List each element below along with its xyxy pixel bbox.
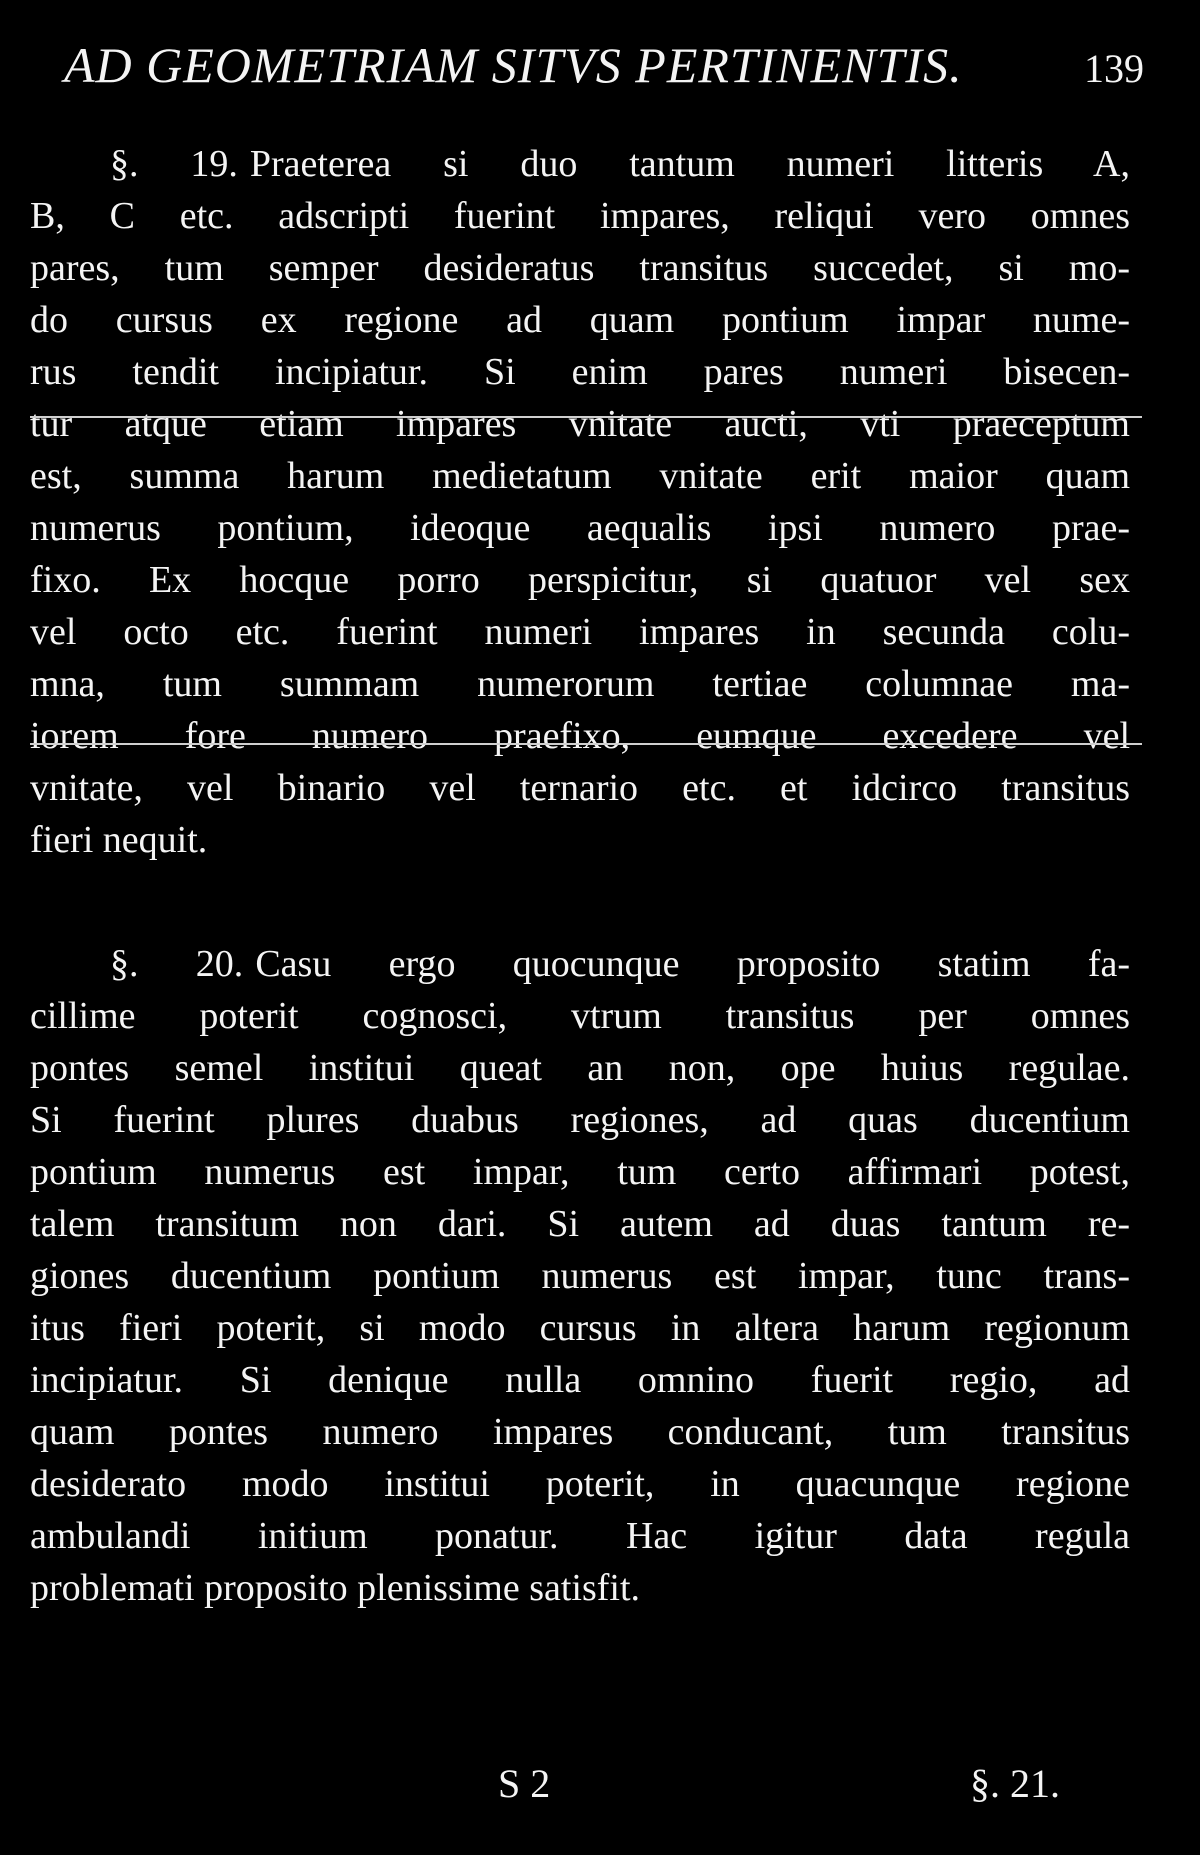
text-line-content: Praeterea si duo tantum numeri litteris A, xyxy=(249,143,1130,185)
text-line: talem transitum non dari. Si autem ad duas tantum re- xyxy=(30,1203,1130,1245)
text-line: pontes semel institui queat an non, ope huius regulae. xyxy=(30,1047,1130,1089)
text-line: pontium numerus est impar, tum certo affirmari potest, xyxy=(30,1151,1130,1193)
scan-artifact-line xyxy=(30,743,1142,745)
page-number: 139 xyxy=(1084,46,1144,91)
text-line: vnitate, vel binario vel ternario etc. et idcirco transitus xyxy=(30,767,1130,809)
paragraph-section-19 xyxy=(30,138,1130,866)
text-line: itus fieri poterit, si modo cursus in altera harum regionum xyxy=(30,1307,1130,1349)
signature-mark: S 2 xyxy=(498,1761,551,1806)
running-head xyxy=(64,36,1144,96)
text-line: Si fuerint plures duabus regiones, ad quas ducentium xyxy=(30,1099,1130,1141)
text-line: est, summa harum medietatum vnitate erit maior quam xyxy=(30,455,1130,497)
text-line-content: Casu ergo quocunque proposito statim fa- xyxy=(255,943,1130,985)
catchword: §. 21. xyxy=(970,1761,1060,1806)
text-line xyxy=(30,938,1130,990)
page-footer xyxy=(0,1760,1200,1820)
text-line: mna, tum summam numerorum tertiae columnae ma- xyxy=(30,663,1130,705)
text-line: desiderato modo institui poterit, in quacunque regione xyxy=(30,1463,1130,1505)
text-line: fieri nequit. xyxy=(30,819,208,861)
text-line: numerus pontium, ideoque aequalis ipsi numero prae- xyxy=(30,507,1130,549)
text-line: rus tendit incipiatur. Si enim pares numeri bisecen- xyxy=(30,351,1130,393)
text-line xyxy=(30,138,1130,190)
text-line: iorem fore numero praefixo, eumque excedere vel xyxy=(30,715,1130,757)
text-line: pares, tum semper desideratus transitus succedet, si mo- xyxy=(30,247,1130,289)
text-line: incipiatur. Si denique nulla omnino fuerit regio, ad xyxy=(30,1359,1130,1401)
text-line: problemati proposito plenissime satisfit. xyxy=(30,1567,641,1609)
scan-artifact-line xyxy=(30,416,1142,418)
running-title: AD GEOMETRIAM SITVS PERTINENTIS. xyxy=(64,37,963,93)
text-line: ambulandi initium ponatur. Hac igitur data regula xyxy=(30,1515,1130,1557)
text-line: vel octo etc. fuerint numeri impares in secunda colu- xyxy=(30,611,1130,653)
text-line: giones ducentium pontium numerus est impar, tunc trans- xyxy=(30,1255,1130,1297)
text-line: fixo. Ex hocque porro perspicitur, si quatuor vel sex xyxy=(30,559,1130,601)
section-number: §. 19. xyxy=(110,143,238,185)
paragraph-section-20 xyxy=(30,938,1130,1614)
text-line: tur atque etiam impares vnitate aucti, vti praeceptum xyxy=(30,403,1130,445)
text-line: B, C etc. adscripti fuerint impares, reliqui vero omnes xyxy=(30,195,1130,237)
text-line: do cursus ex regione ad quam pontium impar nume- xyxy=(30,299,1130,341)
text-line: quam pontes numero impares conducant, tum transitus xyxy=(30,1411,1130,1453)
text-line: cillime poterit cognosci, vtrum transitus per omnes xyxy=(30,995,1130,1037)
section-number: §. 20. xyxy=(110,943,244,985)
